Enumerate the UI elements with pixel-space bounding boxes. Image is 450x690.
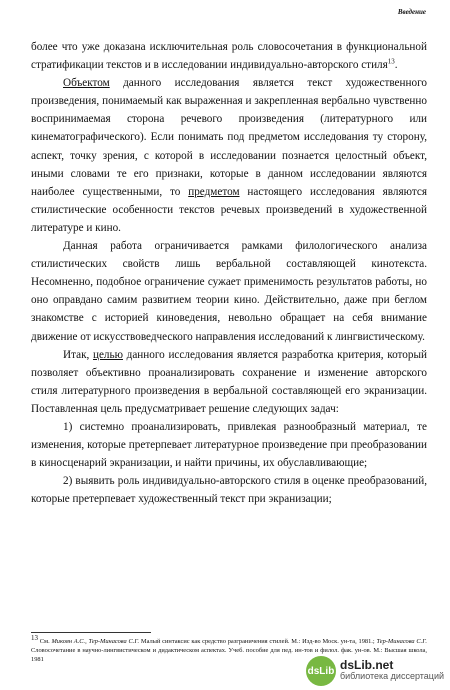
running-header: Введение [397, 8, 426, 16]
term-goal: целью [92, 348, 123, 361]
paragraph-text: . [394, 59, 398, 72]
footnote-divider [31, 632, 151, 633]
dslib-logo-icon: dsLib [306, 656, 336, 686]
paragraph-object [31, 74, 427, 237]
task-item-2 [31, 472, 427, 508]
footnote-ref[interactable]: 13 [387, 57, 395, 66]
term-object: Объектом [63, 77, 110, 90]
paragraph-text: настоящего исследования являются стилистические особенности текстов речевых произведений в художественной литературе и кино. [31, 185, 427, 234]
term-subject: предметом [188, 185, 240, 198]
paragraph-scope [31, 237, 427, 346]
paragraph-text: 2) выявить роль индивидуально-авторского стиля в оценке преобразований, которые претерпевает художественный текст при экранизации; [31, 475, 427, 506]
footnote-text: Малый синтаксис как средство разграничения стилей. М.: Изд-во Моск. ун-та, 1981.; [139, 638, 377, 645]
footnote-number: 13 [31, 633, 38, 642]
paragraph-text: более что уже доказана исключительная роль словосочетания в функциональной стратификации текстов и в исследовании индивидуально-авторского стиля [31, 41, 427, 72]
page-body [31, 38, 427, 508]
watermark-site-name: dsLib.net [339, 658, 394, 672]
footnote-author: Тер-Минасова С.Г. [376, 638, 428, 645]
footnote-authors: Микоян А.С., Тер-Минасова С.Г. [51, 638, 140, 645]
paragraph-text: данного исследования является текст художественного произведения, понимаемый как выраженная и закрепленная вербально чувственно воспринимаемая сторона речевого произведения (литературного или кинематографического). Если понимать под предметом исследования ту сторону, аспект, точку зрения, с которой в исследовании познается целостный объект, иными словами те его признаки, которые в данном исследовании являются наиболее существенными, то [31, 77, 427, 198]
paragraph-text: Данная работа ограничивается рамками филологического анализа стилистических свойств лишь вербальной составляющей кинотекста. Несомненно, подобное ограничение сужает применимость результатов работы, но оно оправдано самим развитием теории кино. Действительно, даже при беглом знакомстве с историей киноведения, невольно обращает на себя внимание движение от искусствоведческого направления исследований к лингвистическому. [31, 240, 427, 343]
paragraph-text: Итак, [63, 348, 93, 361]
footnote-text: Словосочетание в научно-лингвистическом и дидактическом аспектах. Учеб. пособие для пед. ин-тов и филол. фак. ун-ов. М.: Высшая школа, 1981 [31, 647, 427, 663]
watermark-text [340, 660, 444, 682]
paragraph-text: данного исследования является разработка критерия, который позволяет объективно проанализировать сохранение и изменение авторского стиля литературного произведения в вербальной составляющей его экранизации. Поставленная цель предусматривает решение следующих задач: [31, 348, 427, 415]
site-watermark[interactable] [306, 656, 444, 686]
footnote-text: См. [38, 638, 52, 645]
task-item-1 [31, 418, 427, 472]
watermark-subtitle: библиотека диссертаций [339, 671, 444, 681]
paragraph-text: 1) системно проанализировать, привлекая разнообразный материал, те изменения, которые претерпевает литературное произведение при преобразовании в киносценарий экранизации, и найти причины, их обуславливающие; [31, 420, 427, 470]
paragraph-1 [31, 38, 427, 74]
paragraph-goal [31, 346, 427, 418]
